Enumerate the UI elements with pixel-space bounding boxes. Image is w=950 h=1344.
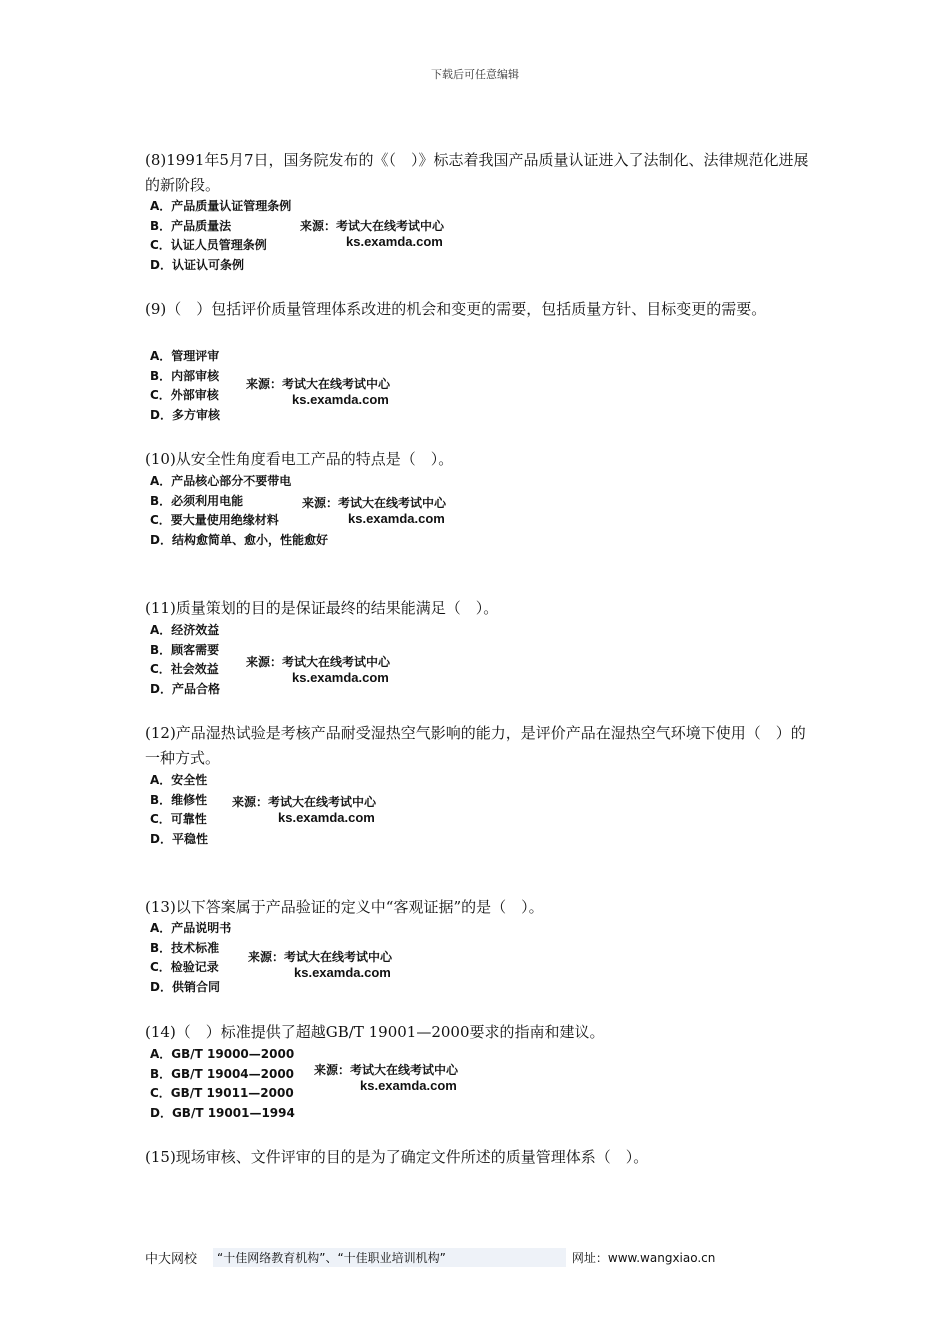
option-b: B．顾客需要 [150,642,220,657]
option-a: A．产品质量认证管理条例 [150,199,292,213]
option-b: B．技术标准 [150,940,220,955]
question-12-options [150,771,208,849]
source-label: 来源：考试大在线考试中心 [302,496,447,510]
source-label: 来源：考试大在线考试中心 [246,655,391,669]
option-c: C．认证人员管理条例 [150,238,267,252]
option-b: B．维修性 [150,792,208,807]
source-label: 来源：考试大在线考试中心 [248,950,393,964]
source-label: 来源：考试大在线考试中心 [314,1063,459,1077]
source-url: ks.examda.com [278,810,375,825]
source-watermark [232,795,376,825]
option-d: D．GB/T 19001—1994 [150,1105,295,1120]
option-a: A．GB/T 19000—2000 [150,1047,295,1061]
source-watermark [302,496,446,526]
option-a: A．经济效益 [150,623,220,637]
option-c: C．要大量使用绝缘材料 [150,513,279,527]
question-9-options [150,347,220,425]
option-b: B．内部审核 [150,368,220,383]
question-10-text: (10)从安全性角度看电工产品的特点是（ ）。 [145,450,454,468]
option-c: C．可靠性 [150,812,207,826]
question-15-text: (15)现场审核、文件评审的目的是为了确定文件所述的质量管理体系（ ）。 [145,1148,649,1166]
question-14-options [150,1045,295,1123]
source-label: 来源：考试大在线考试中心 [246,377,391,391]
footer-slogan: “十佳网络教育机构”、“十佳职业培训机构” [213,1248,566,1267]
question-13-options [150,919,231,997]
source-url: ks.examda.com [360,1078,457,1093]
question-13-text: (13)以下答案属于产品验证的定义中“客观证据”的是（ ）。 [145,898,544,916]
option-c: C．外部审核 [150,388,219,402]
question-8-text: (8)1991年5月7日，国务院发布的《（ ）》标志着我国产品质量认证进入了法制化、法律规范化进展的新阶段。 [145,151,809,194]
option-d: D．平稳性 [150,831,208,846]
source-url: ks.examda.com [348,511,445,526]
option-c: C．GB/T 19011—2000 [150,1086,294,1100]
source-url: ks.examda.com [292,670,389,685]
footer-brand: 中大网校 [145,1252,198,1267]
option-a: A．管理评审 [150,349,220,363]
source-url: ks.examda.com [346,234,443,249]
option-d: D．多方审核 [150,407,220,422]
source-label: 来源：考试大在线考试中心 [300,219,445,233]
page-header: 下载后可任意编辑 [431,68,519,81]
source-watermark [248,950,392,980]
option-b: B．产品质量法 [150,218,232,233]
option-d: D．供销合同 [150,979,220,994]
option-a: A．安全性 [150,773,208,787]
page-footer [145,1248,745,1267]
question-9-text: (9)（ ）包括评价质量管理体系改进的机会和变更的需要，包括质量方针、目标变更的需要。 [145,300,767,318]
question-12-text: (12)产品湿热试验是考核产品耐受湿热空气影响的能力，是评价产品在湿热空气环境下使用（ ）的一种方式。 [145,724,806,767]
option-b: B．必须利用电能 [150,493,244,508]
question-11-options [150,621,220,699]
option-a: A．产品核心部分不要带电 [150,474,292,488]
source-watermark [246,377,390,407]
source-url: ks.examda.com [294,965,391,980]
option-c: C．检验记录 [150,960,219,974]
option-a: A．产品说明书 [150,921,232,935]
source-watermark [300,219,444,249]
source-watermark [314,1063,458,1093]
question-8-options [150,197,291,275]
source-watermark [246,655,390,685]
source-label: 来源：考试大在线考试中心 [232,795,377,809]
option-b: B．GB/T 19004—2000 [150,1066,295,1081]
question-11-text: (11)质量策划的目的是保证最终的结果能满足（ ）。 [145,599,499,617]
option-c: C．社会效益 [150,662,219,676]
question-14-text: (14)（ ）标准提供了超越GB/T 19001—2000要求的指南和建议。 [145,1023,605,1041]
option-d: D．认证认可条例 [150,257,244,272]
option-d: D．产品合格 [150,681,220,696]
source-url: ks.examda.com [292,392,389,407]
option-d: D．结构愈简单、愈小，性能愈好 [150,532,328,547]
footer-website-link[interactable]: 网址：www.wangxiao.cn [571,1251,716,1265]
